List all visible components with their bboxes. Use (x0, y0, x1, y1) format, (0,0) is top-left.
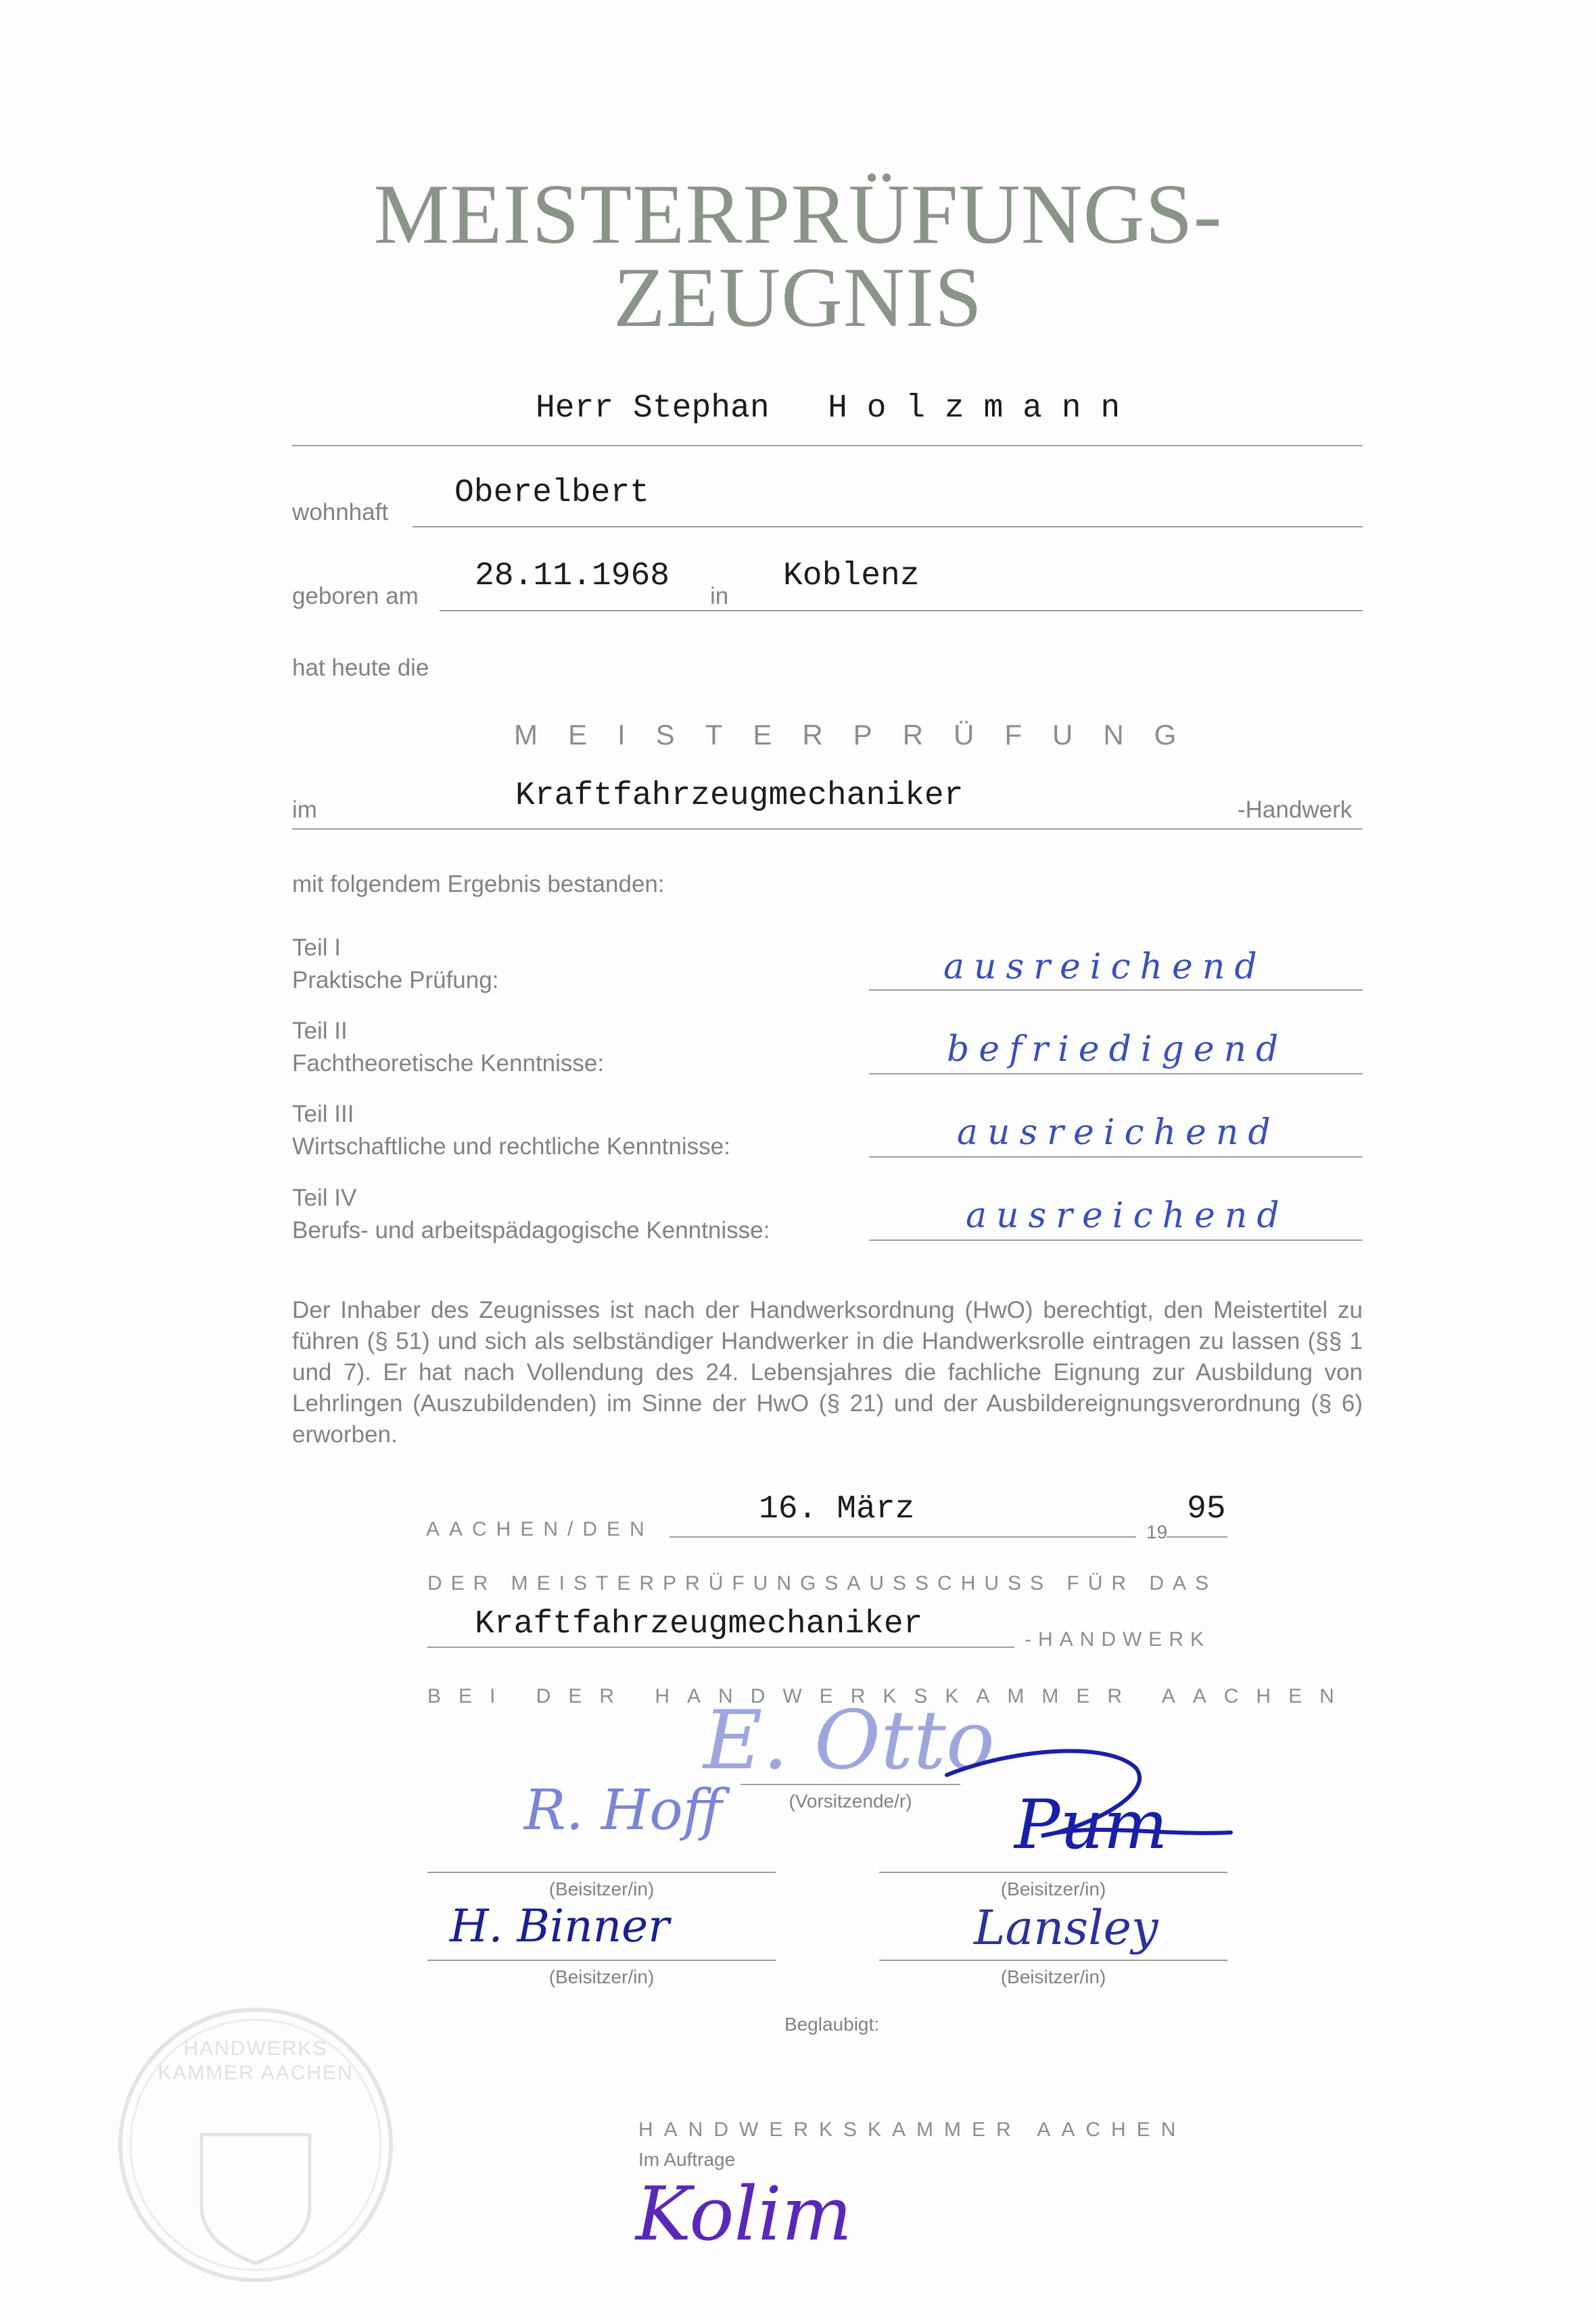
year-value: 95 (1187, 1491, 1226, 1528)
residence-label: wohnhaft (292, 499, 389, 525)
rule-part-1 (869, 989, 1363, 991)
rule-part-2 (869, 1073, 1363, 1074)
part-1-name: Praktische Prüfung: (292, 967, 499, 993)
in-label: in (710, 583, 729, 609)
part-4-name: Berufs- und arbeitspädagogische Kenntnisse: (292, 1217, 770, 1244)
rule-assessor-1 (427, 1872, 776, 1873)
holder-name: Herr Stephan H o l z m a n n (536, 390, 1121, 427)
year-prefix: 19 (1146, 1521, 1168, 1542)
committee-trade-suffix: -HANDWERK (1025, 1628, 1211, 1651)
rule-part-4 (869, 1239, 1363, 1241)
rule-name (292, 445, 1363, 446)
rule-year (1167, 1536, 1227, 1538)
assessor-2-label: (Beisitzer/in) (1000, 1878, 1106, 1899)
part-1-grade: ausreichend (943, 947, 1267, 987)
place-label: AACHEN/DEN (426, 1518, 654, 1540)
part-3-name: Wirtschaftliche und rechtliche Kenntnisse: (292, 1133, 730, 1160)
on-behalf-label: Im Auftrage (638, 2149, 736, 2170)
chair-label: (Vorsitzende/r) (789, 1791, 912, 1812)
legal-paragraph: Der Inhaber des Zeugnisses ist nach der Handwerksordnung (HwO) berechtigt, den Meistertitel zu führen (§ 51) und sich als selbständiger Handwerker in die Handwerksrolle eintragen zu lassen (§§ 1 und 7). Er hat nach Vollendung des 24. Lebensjahres die fachliche Eignung zur Ausbildung von Lehrlingen (Auszubildenden) im Sinne der HwO (§ 21) und der Ausbildereignungsverordnung (§ 6) erworben. (292, 1297, 1363, 1448)
assessor-4-signature: Lansley (974, 1900, 1158, 1956)
chamber-name: HANDWERKSKAMMER AACHEN (638, 2119, 1187, 2141)
committee-line-3: BEI DER HANDWERKSKAMMER AACHEN (427, 1685, 1352, 1707)
assessor-1-label: (Beisitzer/in) (548, 1878, 655, 1899)
part-4-grade: ausreichend (966, 1196, 1289, 1236)
seal-text: HANDWERKS KAMMER AACHEN (158, 2037, 354, 2084)
trade-suffix: -Handwerk (1238, 797, 1353, 823)
rule-committee-trade (427, 1647, 1014, 1648)
part-4-number: Teil IV (292, 1185, 357, 1211)
assessor-3-signature: H. Binner (450, 1900, 670, 1952)
trade-prefix: im (292, 797, 317, 823)
committee-trade: Kraftfahrzeugmechaniker (475, 1606, 923, 1642)
title-line-1: MEISTERPRÜFUNGS- (373, 168, 1223, 262)
committee-line-1: DER MEISTERPRÜFUNGSAUSSCHUSS FÜR DAS (427, 1572, 1218, 1594)
rule-residence (413, 526, 1363, 527)
trade-value: Kraftfahrzeugmechaniker (515, 778, 964, 814)
rule-birth (440, 610, 1363, 611)
intro-text: hat heute die (292, 655, 429, 681)
final-signature: Kolim (636, 2171, 853, 2257)
result-intro: mit folgendem Ergebnis bestanden: (292, 871, 665, 897)
rule-chair (741, 1784, 960, 1785)
born-label: geboren am (292, 583, 419, 609)
birth-place: Koblenz (783, 558, 920, 594)
birth-date: 28.11.1968 (475, 558, 670, 594)
date-value: 16. März (759, 1491, 915, 1528)
rule-date (670, 1536, 1136, 1538)
rule-assessor-3 (427, 1960, 776, 1961)
rule-assessor-2 (879, 1872, 1227, 1873)
part-3-number: Teil III (292, 1101, 354, 1127)
part-1-number: Teil I (292, 935, 341, 961)
exam-heading: MEISTERPRÜFUNG (514, 719, 1207, 751)
assessor-4-label: (Beisitzer/in) (1000, 1966, 1106, 1987)
residence-value: Oberelbert (454, 475, 650, 511)
assessor-3-label: (Beisitzer/in) (548, 1966, 655, 1987)
chair-signature: E. Otto (703, 1694, 995, 1788)
part-2-number: Teil II (292, 1018, 348, 1044)
part-2-name: Fachtheoretische Kenntnisse: (292, 1050, 605, 1077)
part-3-grade: ausreichend (957, 1112, 1280, 1153)
rule-assessor-4 (879, 1960, 1227, 1961)
part-2-grade: befriedigend (947, 1029, 1288, 1070)
certified-label: Beglaubigt: (784, 2014, 880, 2035)
rule-trade (292, 828, 1363, 830)
rule-part-3 (869, 1156, 1363, 1158)
assessor-1-signature: R. Hoff (524, 1778, 722, 1843)
assessor-2-signature: Pum (1014, 1785, 1168, 1864)
title-line-2: ZEUGNIS (613, 251, 983, 345)
